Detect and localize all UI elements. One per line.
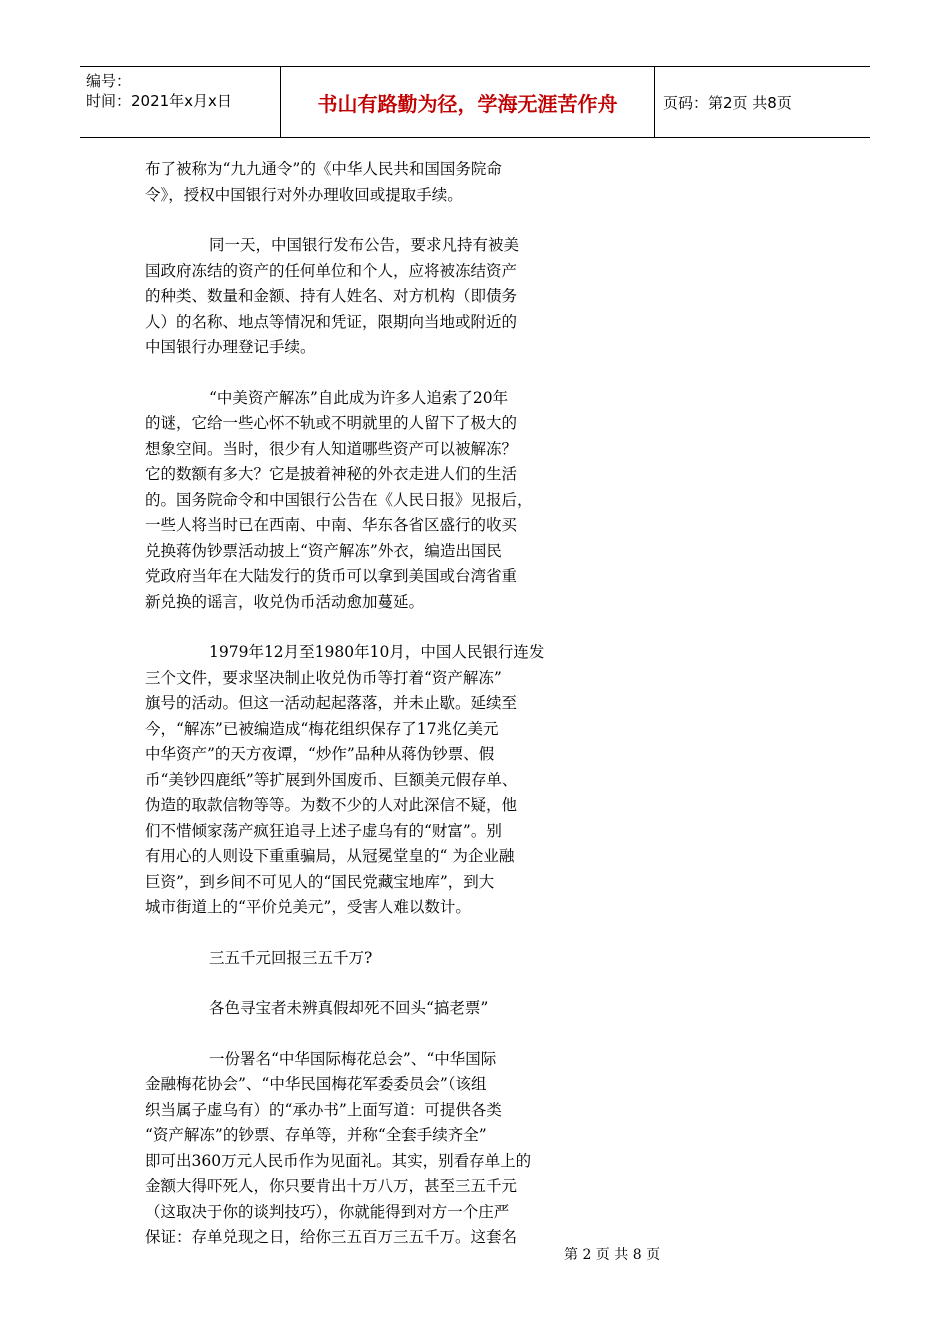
text-line: 布了被称为“九九通令”的《中华人民共和国国务院命 [145, 160, 502, 178]
text-line: 一些人将当时已在西南、中南、华东各省区盛行的收买 [145, 516, 518, 534]
document-body [145, 157, 575, 1276]
paragraph [145, 996, 575, 1022]
header-motto: 书山有路勤为径，学海无涯苦作舟 [317, 91, 618, 116]
text-line: 1979年12月至1980年10月，中国人民银行连发 [209, 643, 545, 661]
text-line: “中美资产解冻”自此成为许多人追索了20年 [209, 388, 509, 407]
text-line: 保证：存单兑现之日，给你三五百万三五千万。这套名 [145, 1228, 518, 1246]
text-line: 的谜，它给一些心怀不轨或不明就里的人留下了极大的 [145, 414, 518, 432]
text-line: 巨资”，到乡间不可见人的“国民党藏宝地库”，到大 [145, 872, 495, 891]
text-line: 同一天，中国银行发布公告，要求凡持有被美 [209, 236, 520, 254]
paragraph [145, 157, 575, 208]
text-line: 中国银行办理登记手续。 [145, 338, 316, 356]
paragraph [145, 1047, 575, 1251]
text-line: 中华资产”的天方夜谭，“炒作”品种从蒋伪钞票、假 [145, 745, 495, 763]
text-line: 国政府冻结的资产的任何单位和个人，应将被冻结资产 [145, 261, 518, 280]
text-line: 新兑换的谣言，收兑伪币活动愈加蔓延。 [145, 592, 425, 611]
text-line: 党政府当年在大陆发行的货币可以拿到美国或台湾省重 [145, 567, 518, 585]
text-line: 的种类、数量和金额、持有人姓名、对方机构（即债务 [145, 287, 518, 305]
paragraph [145, 640, 575, 921]
document-number-label: 编号： [86, 72, 132, 90]
header-meta-cell [80, 67, 281, 137]
text-line: 它的数额有多大？它是披着神秘的外衣走进人们的生活 [145, 465, 518, 483]
text-line: 们不惜倾家荡产疯狂追寻上述子虚乌有的“财富”。别 [145, 821, 502, 840]
text-line: “资产解冻”的钞票、存单等，并称“全套手续齐全” [145, 1126, 487, 1144]
text-line: 即可出360万元人民币作为见面礼。其实，别看存单上的 [145, 1151, 532, 1170]
text-line: 币“美钞四鹿纸”等扩展到外国废币、巨额美元假存单、 [145, 770, 518, 789]
page-header [80, 66, 870, 138]
header-motto-cell [281, 67, 655, 137]
text-line: 金融梅花协会”、“中华民国梅花军委委员会”（该组 [145, 1075, 487, 1093]
text-line: 人）的名称、地点等情况和凭证，限期向当地或附近的 [145, 312, 518, 331]
text-line: 一份署名“中华国际梅花总会”、“中华国际 [209, 1049, 497, 1068]
text-line: 织当属子虚乌有）的“承办书”上面写道：可提供各类 [145, 1100, 502, 1119]
paragraph [145, 386, 575, 616]
text-line: 城市街道上的“平价兑美元”，受害人难以数计。 [145, 898, 471, 916]
header-page-info: 页码：第2页 共8页 [663, 93, 792, 112]
text-line: 令》，授权中国银行对外办理收回或提取手续。 [145, 185, 463, 204]
text-line: 有用心的人则设下重重骗局，从冠冕堂皇的“ 为企业融 [145, 847, 515, 865]
text-line: 三个文件，要求坚决制止收兑伪币等打着“资产解冻” [145, 668, 502, 687]
text-line: 想象空间。当时，很少有人知道哪些资产可以被解冻？ [145, 439, 518, 458]
paragraph [145, 233, 575, 361]
text-line: 今，“解冻”已被编造成“梅花组织保存了17兆亿美元 [145, 719, 499, 738]
text-line: 三五千元回报三五千万? [209, 948, 373, 967]
text-line: 各色寻宝者未辨真假却死不回头“搞老票” [209, 999, 489, 1017]
paragraph [145, 946, 575, 972]
text-line: 兑换蒋伪钞票活动披上“资产解冻”外衣，编造出国民 [145, 541, 502, 560]
text-line: 金额大得吓死人，你只要肯出十万八万，甚至三五千元 [145, 1177, 518, 1195]
footer-page-number: 第 2 页 共 8 页 [564, 1247, 661, 1263]
text-line: 旗号的活动。但这一活动起起落落，并未止歇。延续至 [145, 694, 518, 712]
document-date-label: 时间：2021年x月x日 [86, 92, 232, 110]
text-line: 伪造的取款信物等等。为数不少的人对此深信不疑，他 [145, 796, 518, 814]
text-line: （这取决于你的谈判技巧），你就能得到对方一个庄严 [145, 1202, 510, 1221]
text-line: 的。国务院命令和中国银行公告在《人民日报》见报后， [145, 490, 533, 509]
